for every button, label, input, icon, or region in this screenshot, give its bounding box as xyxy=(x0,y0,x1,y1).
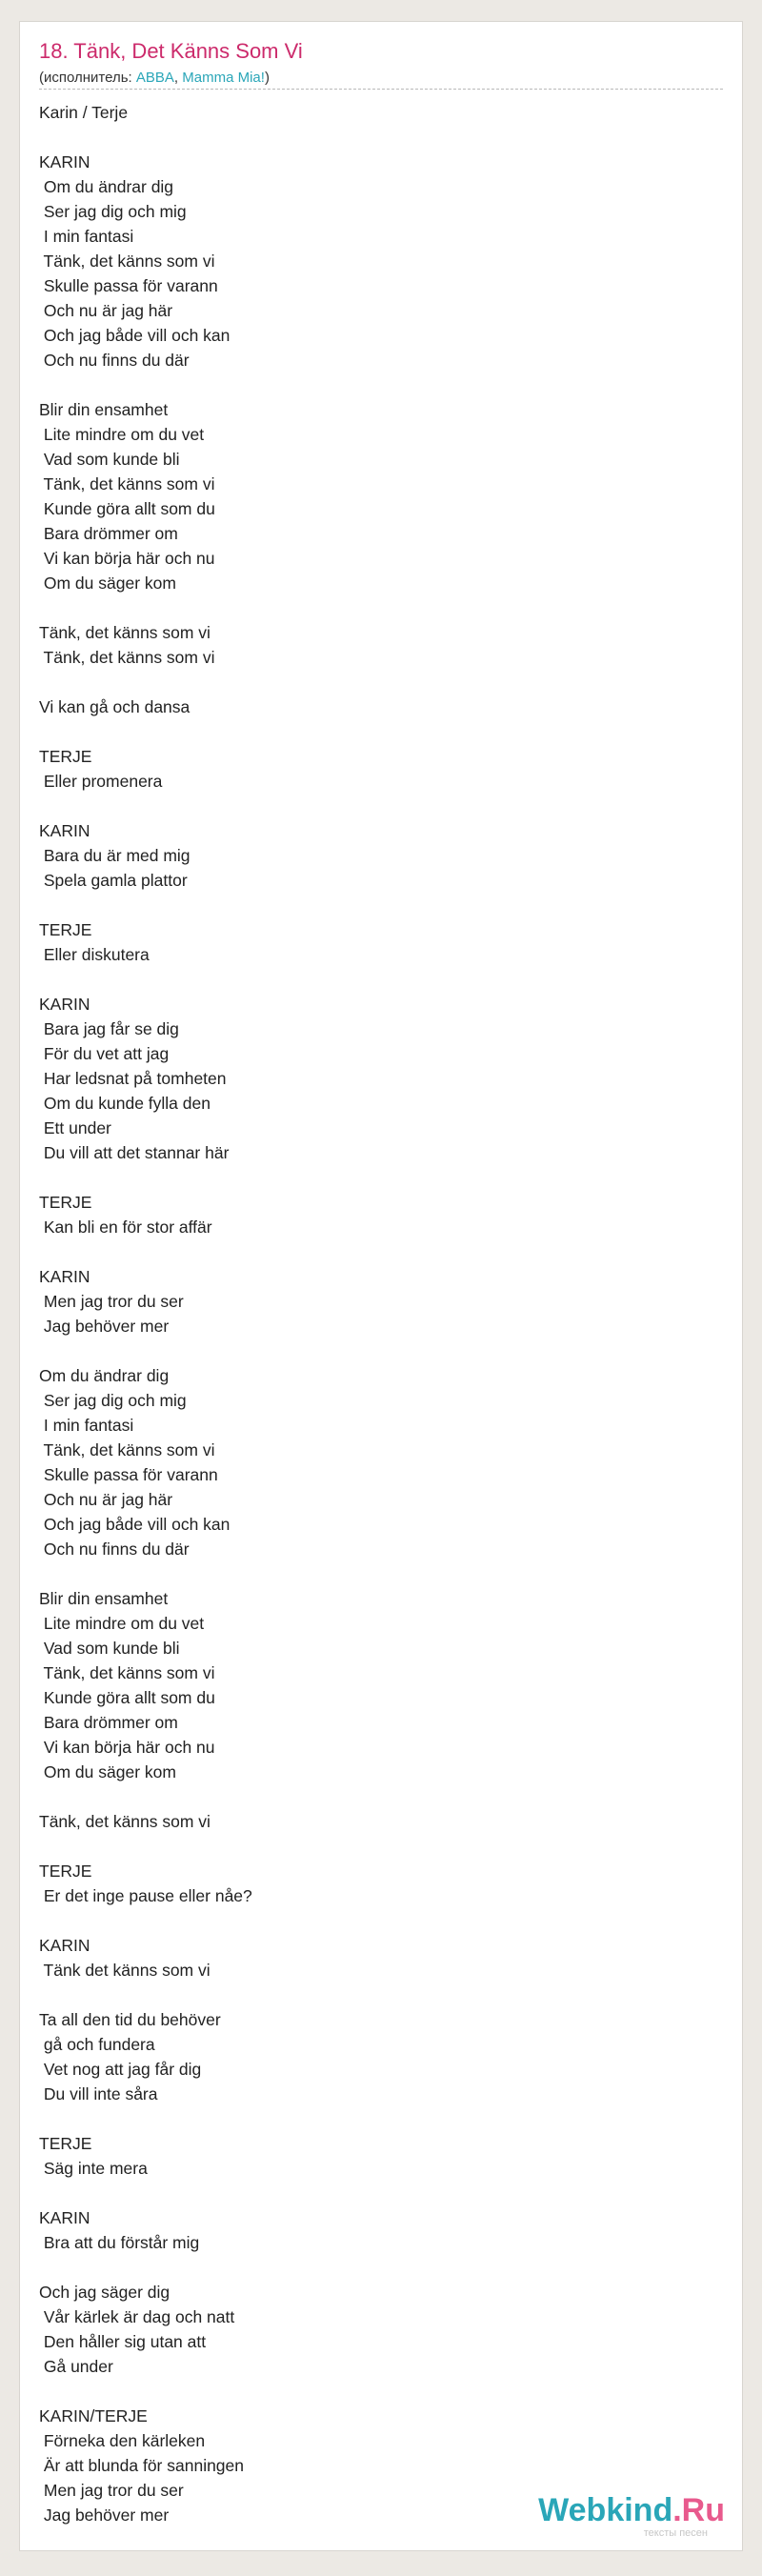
lyric-line: TERJE xyxy=(39,1193,92,1212)
logo-wordmark xyxy=(538,2493,725,2527)
lyric-line: Om du kunde fylla den xyxy=(39,1094,211,1113)
lyric-line: Vi kan börja här och nu xyxy=(39,1738,215,1757)
lyric-line: Vi kan börja här och nu xyxy=(39,549,215,568)
lyric-line xyxy=(39,1908,725,1933)
lyric-line xyxy=(39,2181,725,2205)
lyric-line: Och nu finns du där xyxy=(39,1540,190,1559)
lyric-line: Skulle passa för varann xyxy=(39,276,218,295)
lyric-line: Vår kärlek är dag och natt xyxy=(39,2307,235,2326)
lyric-line: För du vet att jag xyxy=(39,1044,170,1063)
lyrics-card xyxy=(19,21,743,2551)
lyric-line: Er det inge pause eller nåe? xyxy=(39,1886,252,1905)
lyric-line: Du vill inte såra xyxy=(39,2084,158,2103)
lyric-line: Och nu är jag här xyxy=(39,1490,173,1509)
lyric-line: Lite mindre om du vet xyxy=(39,425,205,444)
album-link[interactable]: Mamma Mia! xyxy=(182,70,265,86)
lyric-line: I min fantasi xyxy=(39,1416,134,1435)
lyric-line: Har ledsnat på tomheten xyxy=(39,1069,227,1088)
performer-line xyxy=(39,70,270,86)
lyric-line: Om du ändrar dig xyxy=(39,177,174,196)
lyric-line: KARIN xyxy=(39,1936,90,1955)
lyric-line: Bara drömmer om xyxy=(39,1713,178,1732)
lyric-line: KARIN xyxy=(39,995,90,1014)
lyric-line: Men jag tror du ser xyxy=(39,2481,184,2500)
lyric-line: Gå under xyxy=(39,2357,113,2376)
lyric-line xyxy=(39,372,725,397)
lyric-line: Vi kan gå och dansa xyxy=(39,697,190,716)
lyric-line: Tänk, det känns som vi xyxy=(39,1812,211,1831)
lyric-line: Eller promenera xyxy=(39,772,163,791)
lyric-line: Karin / Terje xyxy=(39,103,129,122)
logo-brand: Webkind xyxy=(538,2492,673,2528)
lyric-line: Spela gamla plattor xyxy=(39,871,188,890)
lyric-line: TERJE xyxy=(39,747,92,766)
lyric-line xyxy=(39,967,725,992)
lyric-line: Kunde göra allt som du xyxy=(39,1688,215,1707)
lyric-line: Tänk det känns som vi xyxy=(39,1961,211,1980)
performer-suffix: ) xyxy=(264,70,270,86)
title-divider xyxy=(39,89,723,90)
lyric-line: Vet nog att jag får dig xyxy=(39,2060,202,2079)
lyric-line: Lite mindre om du vet xyxy=(39,1614,205,1633)
lyric-line: Och jag både vill och kan xyxy=(39,1515,231,1534)
lyric-line xyxy=(39,1165,725,1190)
lyric-line xyxy=(39,1561,725,1586)
logo-tagline: тексты песен xyxy=(643,2527,708,2539)
lyric-line xyxy=(39,595,725,620)
lyric-line: Tänk, det känns som vi xyxy=(39,623,211,642)
lyric-line: Bara drömmer om xyxy=(39,524,178,543)
lyric-line: Tänk, det känns som vi xyxy=(39,252,215,271)
lyric-line: Säg inte mera xyxy=(39,2159,148,2178)
lyric-line: I min fantasi xyxy=(39,227,134,246)
lyric-line: Vad som kunde bli xyxy=(39,450,180,469)
lyric-line xyxy=(39,1982,725,2007)
lyric-line xyxy=(39,1338,725,1363)
lyric-line: Ett under xyxy=(39,1118,111,1137)
logo-suffix: .Ru xyxy=(672,2492,725,2528)
lyric-line xyxy=(39,2106,725,2131)
lyric-line: KARIN/TERJE xyxy=(39,2406,148,2425)
lyric-line xyxy=(39,125,725,150)
lyric-line: TERJE xyxy=(39,2134,92,2153)
lyric-line: Du vill att det stannar här xyxy=(39,1143,230,1162)
lyric-line: Skulle passa för varann xyxy=(39,1465,218,1484)
lyric-line: Förneka den kärleken xyxy=(39,2431,206,2450)
lyric-line: Och jag både vill och kan xyxy=(39,326,231,345)
lyric-line: Tänk, det känns som vi xyxy=(39,1663,215,1682)
lyric-line: Är att blunda för sanningen xyxy=(39,2456,245,2475)
lyric-line: KARIN xyxy=(39,2208,90,2227)
lyric-line: TERJE xyxy=(39,920,92,939)
lyric-line: Blir din ensamhet xyxy=(39,400,169,419)
lyric-line xyxy=(39,893,725,917)
lyric-line: gå och fundera xyxy=(39,2035,155,2054)
lyric-line xyxy=(39,794,725,818)
lyric-line: Bara jag får se dig xyxy=(39,1019,179,1038)
lyric-line: Tänk, det känns som vi xyxy=(39,648,215,667)
lyric-line: Ser jag dig och mig xyxy=(39,202,187,221)
lyric-line: Och jag säger dig xyxy=(39,2283,170,2302)
lyric-line xyxy=(39,670,725,694)
lyric-line: Bara du är med mig xyxy=(39,846,190,865)
lyric-line xyxy=(39,1834,725,1859)
site-logo[interactable] xyxy=(538,2493,725,2539)
lyric-line: KARIN xyxy=(39,821,90,840)
lyric-line: Ser jag dig och mig xyxy=(39,1391,187,1410)
lyric-line: Men jag tror du ser xyxy=(39,1292,184,1311)
lyric-line: Ta all den tid du behöver xyxy=(39,2010,221,2029)
lyric-line xyxy=(39,1239,725,1264)
lyric-line: Den håller sig utan att xyxy=(39,2332,207,2351)
lyric-line xyxy=(39,719,725,744)
lyric-line: Tänk, det känns som vi xyxy=(39,1440,215,1459)
lyric-line: Om du säger kom xyxy=(39,1762,176,1781)
lyric-line: Om du ändrar dig xyxy=(39,1366,170,1385)
lyric-line: Bra att du förstår mig xyxy=(39,2233,200,2252)
lyric-line xyxy=(39,2255,725,2280)
lyric-line xyxy=(39,1784,725,1809)
song-title: 18. Tänk, Det Känns Som Vi xyxy=(39,39,303,63)
lyric-line: KARIN xyxy=(39,152,90,171)
lyric-line: Kan bli en för stor affär xyxy=(39,1218,212,1237)
lyrics-body xyxy=(39,100,725,2527)
artist-link[interactable]: ABBA xyxy=(135,70,174,86)
lyric-line xyxy=(39,2379,725,2404)
lyric-line: Kunde göra allt som du xyxy=(39,499,215,518)
lyric-line: Tänk, det känns som vi xyxy=(39,474,215,493)
lyric-line: Blir din ensamhet xyxy=(39,1589,169,1608)
lyric-line: Vad som kunde bli xyxy=(39,1639,180,1658)
lyric-line: Jag behöver mer xyxy=(39,2506,170,2525)
lyric-line: TERJE xyxy=(39,1862,92,1881)
performer-prefix: (исполнитель: xyxy=(39,70,136,86)
performer-separator: , xyxy=(173,70,183,86)
lyric-line: Jag behöver mer xyxy=(39,1317,170,1336)
lyric-line: Eller diskutera xyxy=(39,945,150,964)
lyric-line: Och nu finns du där xyxy=(39,351,190,370)
lyric-line: Och nu är jag här xyxy=(39,301,173,320)
lyric-line: KARIN xyxy=(39,1267,90,1286)
lyric-line: Om du säger kom xyxy=(39,574,176,593)
